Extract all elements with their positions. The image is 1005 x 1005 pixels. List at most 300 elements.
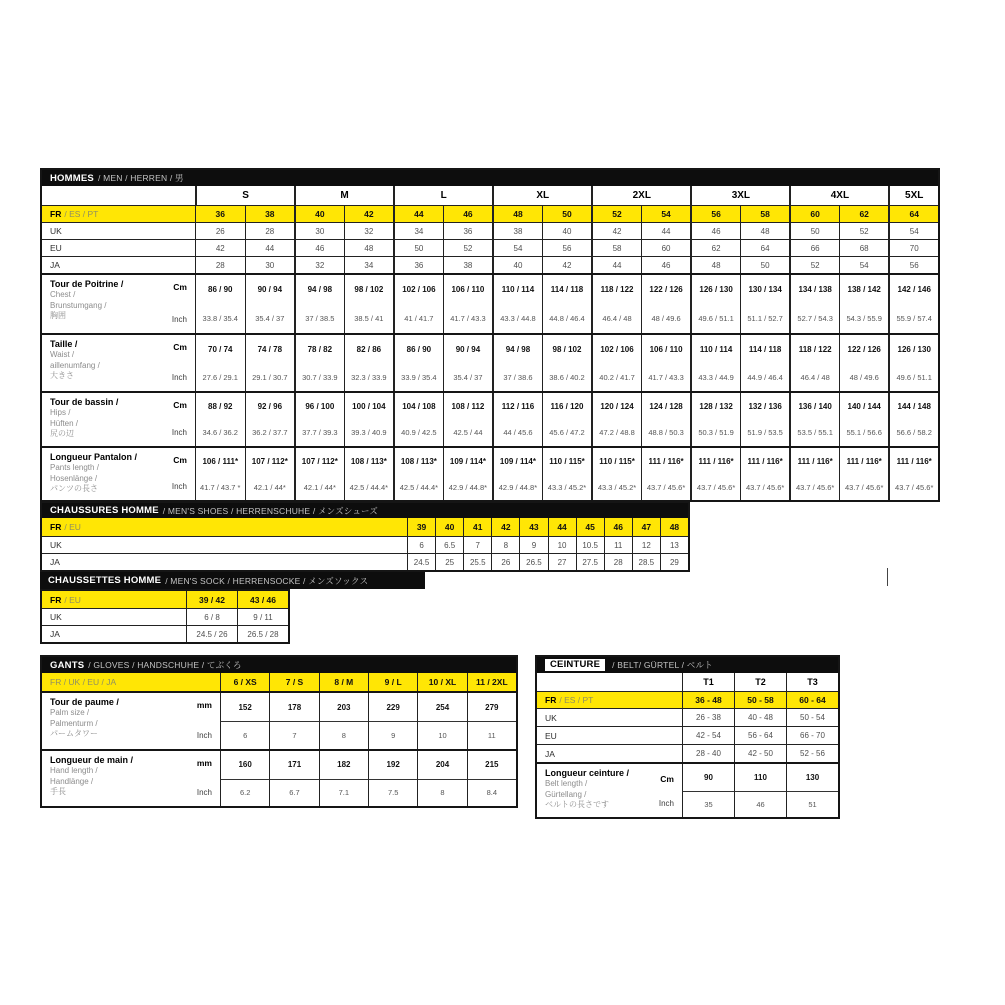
glove-block-palm xyxy=(42,691,516,749)
uk-size-value: 40 xyxy=(542,223,592,239)
shoe-size-ja: 25 xyxy=(435,554,463,570)
row-label-ja: JA xyxy=(50,260,60,270)
belt-row-fr xyxy=(537,691,838,708)
sock-size-fr: 43 / 46 xyxy=(237,591,288,608)
pants-cm-value: 106 / 111* xyxy=(195,448,245,474)
uk-size-value: 38 xyxy=(492,223,542,239)
sock-size-ja: 26.5 / 28 xyxy=(237,626,288,642)
shoe-size-fr: 44 xyxy=(548,518,576,536)
palm-mm-value: 152 xyxy=(220,693,269,721)
row-label-uk: UK xyxy=(50,226,62,236)
palm-label-en: Palm size / xyxy=(50,708,90,718)
belt-cm-value: 90 xyxy=(682,764,734,791)
shoes-ja-cells xyxy=(407,554,688,570)
ja-size-value: 42 xyxy=(542,257,592,273)
shoe-size-ja: 27.5 xyxy=(576,554,604,570)
hand-mm-cells xyxy=(220,751,516,779)
hips-inch-value: 39.3 / 40.9 xyxy=(344,420,394,447)
waist-cm-value: 94 / 98 xyxy=(492,335,542,363)
pants-inch-value: 43.7 / 45.6* xyxy=(690,474,740,500)
eu-size-value: 68 xyxy=(839,240,889,256)
hips-cm-value: 136 / 140 xyxy=(789,393,839,420)
unit-mm: mm xyxy=(196,758,212,768)
unit-cm: Cm xyxy=(173,400,187,410)
chest-inch-cells xyxy=(195,304,938,333)
shoe-size-ja: 28.5 xyxy=(632,554,660,570)
fr-size-value: 40 xyxy=(294,206,344,222)
shoe-size-fr: 42 xyxy=(491,518,519,536)
uk-size-value: 28 xyxy=(245,223,295,239)
size-group-label: 3XL xyxy=(690,186,789,205)
pants-inch-value: 43.7 / 45.6* xyxy=(740,474,790,500)
section-header-shoes xyxy=(42,503,688,518)
eu-size-value: 50 xyxy=(393,240,443,256)
hips-cm-value: 108 / 112 xyxy=(443,393,493,420)
section-subtitle-shoes: / MEN'S SHOES / HERRENSCHUHE / メンズシューズ xyxy=(162,505,378,516)
unit-cm: Cm xyxy=(173,342,187,352)
eu-size-value: 48 xyxy=(344,240,394,256)
shoe-size-uk: 10 xyxy=(548,537,576,553)
belt-size-fr: 50 - 58 xyxy=(734,692,786,708)
pants-inch-value: 43.7 / 45.6* xyxy=(789,474,839,500)
chest-inch-value: 55.9 / 57.4 xyxy=(888,304,938,333)
hips-inch-value: 53.5 / 55.1 xyxy=(789,420,839,447)
chest-label-de: Brunstumgang / xyxy=(50,300,107,310)
label-eu: / EU xyxy=(64,594,81,605)
unit-inch: Inch xyxy=(658,799,674,808)
size-group-label: 2XL xyxy=(591,186,690,205)
hips-inch-value: 45.6 / 47.2 xyxy=(542,420,592,447)
waist-inch-value: 43.3 / 44.9 xyxy=(690,363,740,391)
ja-size-value: 34 xyxy=(344,257,394,273)
shoes-label-uk: UK xyxy=(50,540,62,550)
ja-size-value: 28 xyxy=(195,257,245,273)
fr-size-value: 62 xyxy=(839,206,889,222)
palm-inch-cells xyxy=(220,721,516,749)
row-eu xyxy=(42,239,938,256)
waist-cm-value: 86 / 90 xyxy=(393,335,443,363)
belt-size-uk: 50 - 54 xyxy=(786,709,838,726)
palm-inch-value: 7 xyxy=(269,721,318,749)
belt-length-label xyxy=(537,764,682,817)
fr-size-value: 58 xyxy=(740,206,790,222)
pants-cm-value: 107 / 112* xyxy=(245,448,295,474)
hips-cm-value: 128 / 132 xyxy=(690,393,740,420)
pants-cm-value: 108 / 113* xyxy=(393,448,443,474)
waist-inch-cells xyxy=(195,363,938,391)
belt-inch-value: 35 xyxy=(682,791,734,818)
hand-inch-value: 6.7 xyxy=(269,779,318,807)
shoe-size-ja: 25.5 xyxy=(463,554,491,570)
hips-cm-value: 120 / 124 xyxy=(591,393,641,420)
chest-cm-value: 106 / 110 xyxy=(443,275,493,304)
gloves-size-row xyxy=(42,673,516,691)
hips-inch-value: 56.6 / 58.2 xyxy=(888,420,938,447)
shoes-row-ja xyxy=(42,553,688,570)
chest-cm-value: 126 / 130 xyxy=(690,275,740,304)
hips-label-fr: Tour de bassin / xyxy=(50,397,119,407)
shoe-size-uk: 12 xyxy=(632,537,660,553)
waist-cm-cells xyxy=(195,335,938,363)
measurement-block-waist xyxy=(42,333,938,391)
size-group-label: 4XL xyxy=(789,186,888,205)
eu-size-value: 42 xyxy=(195,240,245,256)
waist-inch-value: 29.1 / 30.7 xyxy=(245,363,295,391)
belt-table xyxy=(535,655,840,819)
pants-cm-value: 111 / 116* xyxy=(641,448,691,474)
pants-cm-value: 111 / 116* xyxy=(789,448,839,474)
socks-ja-cells xyxy=(186,626,288,642)
hips-cm-value: 140 / 144 xyxy=(839,393,889,420)
measurement-block-hips xyxy=(42,391,938,446)
uk-size-value: 34 xyxy=(393,223,443,239)
pants-inch-value: 41.7 / 43.7 * xyxy=(195,474,245,500)
chest-inch-value: 41 / 41.7 xyxy=(393,304,443,333)
chest-cm-value: 94 / 98 xyxy=(294,275,344,304)
pants-cm-value: 109 / 114* xyxy=(443,448,493,474)
belt-ja-cells xyxy=(682,745,838,762)
shoes-fr-cells xyxy=(407,518,688,536)
palm-mm-value: 279 xyxy=(467,693,516,721)
waist-inch-value: 37 / 38.6 xyxy=(492,363,542,391)
label-eu: / EU xyxy=(64,522,81,532)
section-subtitle-socks: / MEN'S SOCK / HERRENSOCKE / メンズソックス xyxy=(165,575,369,586)
shoes-label-fr-eu xyxy=(42,518,407,536)
shoes-label-ja: JA xyxy=(50,557,60,567)
socks-fr-cells xyxy=(186,591,288,608)
belt-length-en: Belt length / xyxy=(545,779,588,789)
chest-cm-value: 134 / 138 xyxy=(789,275,839,304)
belt-col-label: T2 xyxy=(734,673,786,691)
chest-inch-value: 41.7 / 43.3 xyxy=(443,304,493,333)
hand-inch-value: 7.5 xyxy=(368,779,417,807)
uk-size-value: 44 xyxy=(641,223,691,239)
hips-cm-value: 116 / 120 xyxy=(542,393,592,420)
unit-cm: Cm xyxy=(660,774,674,784)
socks-label-ja: JA xyxy=(50,629,60,639)
chest-cm-value: 102 / 106 xyxy=(393,275,443,304)
hand-label-en: Hand length / xyxy=(50,766,98,776)
chest-inch-value: 52.7 / 54.3 xyxy=(789,304,839,333)
hand-inch-value: 7.1 xyxy=(319,779,368,807)
uk-size-value: 30 xyxy=(294,223,344,239)
size-group-label: 5XL xyxy=(888,186,938,205)
eu-size-value: 46 xyxy=(294,240,344,256)
hips-inch-value: 37.7 / 39.3 xyxy=(294,420,344,447)
socks-label-fr-eu xyxy=(42,591,186,608)
uk-size-cells xyxy=(195,223,938,239)
shoe-size-ja: 26 xyxy=(491,554,519,570)
hips-cm-value: 96 / 100 xyxy=(294,393,344,420)
belt-label-ja: JA xyxy=(545,748,555,759)
fr-size-value: 50 xyxy=(542,206,592,222)
chest-cm-value: 114 / 118 xyxy=(542,275,592,304)
eu-size-value: 66 xyxy=(789,240,839,256)
belt-empty-corner xyxy=(537,673,682,691)
belt-row-eu xyxy=(537,726,838,744)
fr-size-value: 56 xyxy=(690,206,740,222)
gloves-header-label xyxy=(42,673,220,691)
fr-size-value: 46 xyxy=(443,206,493,222)
label-es-pt: / ES / PT xyxy=(559,695,594,705)
size-group-row xyxy=(42,186,938,205)
chest-cm-value: 90 / 94 xyxy=(245,275,295,304)
pants-cm-value: 107 / 112* xyxy=(294,448,344,474)
hips-inch-value: 44 / 45.6 xyxy=(492,420,542,447)
waist-cm-value: 74 / 78 xyxy=(245,335,295,363)
size-group-label: XL xyxy=(492,186,591,205)
waist-cm-value: 102 / 106 xyxy=(591,335,641,363)
belt-label-eu: EU xyxy=(545,730,557,741)
hips-inch-value: 51.9 / 53.5 xyxy=(740,420,790,447)
hand-label-de: Handlänge / xyxy=(50,776,94,786)
section-title-shoes: CHAUSSURES HOMME xyxy=(50,505,159,516)
palm-inch-value: 11 xyxy=(467,721,516,749)
belt-cm-value: 110 xyxy=(734,764,786,791)
palm-inch-value: 9 xyxy=(368,721,417,749)
chest-inch-value: 43.3 / 44.8 xyxy=(492,304,542,333)
waist-label xyxy=(42,335,195,391)
chest-cm-cells xyxy=(195,275,938,304)
waist-inch-value: 41.7 / 43.3 xyxy=(641,363,691,391)
chest-label-ja: 胸囲 xyxy=(50,311,66,321)
eu-size-value: 70 xyxy=(888,240,938,256)
measurement-block-pants xyxy=(42,446,938,500)
section-header-socks xyxy=(40,572,425,589)
gloves-size-cells xyxy=(220,673,516,691)
waist-cm-value: 106 / 110 xyxy=(641,335,691,363)
fr-size-value: 48 xyxy=(492,206,542,222)
belt-col-label: T3 xyxy=(786,673,838,691)
chest-label xyxy=(42,275,195,333)
hips-label-de: Hüften / xyxy=(50,418,79,428)
glove-size: 11 / 2XL xyxy=(467,673,516,691)
chest-inch-value: 49.6 / 51.1 xyxy=(690,304,740,333)
waist-cm-value: 98 / 102 xyxy=(542,335,592,363)
hips-cm-value: 132 / 136 xyxy=(740,393,790,420)
waist-label-de: aillenumfang / xyxy=(50,360,100,370)
label-fr: FR xyxy=(50,209,62,219)
belt-size-eu: 42 - 54 xyxy=(682,727,734,744)
label-fr-uk-eu-ja: FR / UK / EU / JA xyxy=(50,677,117,687)
uk-size-value: 32 xyxy=(344,223,394,239)
belt-size-fr: 36 - 48 xyxy=(682,692,734,708)
section-title-belt: CEINTURE xyxy=(545,659,605,671)
belt-inch-value: 51 xyxy=(786,791,838,818)
belt-inch-cells xyxy=(682,791,838,818)
belt-size-ja: 52 - 56 xyxy=(786,745,838,762)
shoe-size-uk: 6 xyxy=(407,537,435,553)
chest-inch-value: 48 / 49.6 xyxy=(641,304,691,333)
hand-mm-value: 182 xyxy=(319,751,368,779)
belt-size-fr: 60 - 64 xyxy=(786,692,838,708)
label-es-pt: / ES / PT xyxy=(64,209,99,219)
glove-block-hand xyxy=(42,749,516,806)
unit-inch: Inch xyxy=(171,373,187,382)
pants-inch-value: 42.1 / 44* xyxy=(245,474,295,500)
pants-inch-value: 42.5 / 44.4* xyxy=(393,474,443,500)
shoe-size-fr: 46 xyxy=(604,518,632,536)
belt-label-fr xyxy=(537,692,682,708)
pants-inch-value: 42.5 / 44.4* xyxy=(344,474,394,500)
uk-size-value: 52 xyxy=(839,223,889,239)
section-subtitle-hommes: / MEN / HERREN / 男 xyxy=(97,173,184,183)
chest-inch-value: 35.4 / 37 xyxy=(245,304,295,333)
chest-cm-value: 86 / 90 xyxy=(195,275,245,304)
shoe-size-uk: 10.5 xyxy=(576,537,604,553)
waist-cm-value: 110 / 114 xyxy=(690,335,740,363)
belt-length-ja: ベルトの長さです xyxy=(545,800,609,810)
hand-label-ja: 手長 xyxy=(50,787,66,797)
label-fr: FR xyxy=(545,695,557,705)
shoe-size-uk: 6.5 xyxy=(435,537,463,553)
chest-inch-value: 51.1 / 52.7 xyxy=(740,304,790,333)
hips-inch-value: 48.8 / 50.3 xyxy=(641,420,691,447)
shoe-size-uk: 13 xyxy=(660,537,688,553)
ja-size-value: 44 xyxy=(591,257,641,273)
measurement-block-chest xyxy=(42,273,938,333)
shoe-size-ja: 27 xyxy=(548,554,576,570)
hips-cm-value: 104 / 108 xyxy=(393,393,443,420)
belt-tsize-cells xyxy=(682,673,838,691)
unit-inch: Inch xyxy=(171,428,187,437)
hand-mm-value: 215 xyxy=(467,751,516,779)
pants-cm-value: 111 / 116* xyxy=(740,448,790,474)
socks-label-uk: UK xyxy=(50,612,62,622)
glove-size: 10 / XL xyxy=(417,673,466,691)
waist-inch-value: 27.6 / 29.1 xyxy=(195,363,245,391)
ja-size-value: 52 xyxy=(789,257,839,273)
hand-mm-value: 204 xyxy=(417,751,466,779)
chest-cm-value: 118 / 122 xyxy=(591,275,641,304)
unit-inch: Inch xyxy=(171,315,187,324)
pants-inch-value: 42.9 / 44.8* xyxy=(492,474,542,500)
belt-cm-value: 130 xyxy=(786,764,838,791)
belt-size-uk: 40 - 48 xyxy=(734,709,786,726)
hips-label-en: Hips / xyxy=(50,408,71,418)
fr-size-value: 38 xyxy=(245,206,295,222)
belt-cm-cells xyxy=(682,764,838,791)
hips-cm-value: 144 / 148 xyxy=(888,393,938,420)
hips-inch-value: 42.5 / 44 xyxy=(443,420,493,447)
pants-inch-value: 43.3 / 45.2* xyxy=(591,474,641,500)
shoe-size-fr: 41 xyxy=(463,518,491,536)
shoe-size-fr: 40 xyxy=(435,518,463,536)
waist-cm-value: 78 / 82 xyxy=(294,335,344,363)
belt-col-label: T1 xyxy=(682,673,734,691)
waist-inch-value: 48 / 49.6 xyxy=(839,363,889,391)
stray-mark xyxy=(887,568,888,586)
unit-inch: Inch xyxy=(171,482,187,491)
chest-inch-value: 44.8 / 46.4 xyxy=(542,304,592,333)
belt-length-de: Gürtellang / xyxy=(545,789,587,799)
palm-label-fr: Tour de paume / xyxy=(50,697,119,707)
palm-label-ja: パームタワー xyxy=(50,729,98,739)
chest-inch-value: 37 / 38.5 xyxy=(294,304,344,333)
ja-size-value: 30 xyxy=(245,257,295,273)
fr-size-cells xyxy=(195,206,938,222)
pants-label-fr: Longueur Pantalon / xyxy=(50,452,137,462)
pants-inch-value: 43.7 / 45.6* xyxy=(641,474,691,500)
unit-cm: Cm xyxy=(173,282,187,292)
shoe-size-fr: 47 xyxy=(632,518,660,536)
hips-cm-value: 88 / 92 xyxy=(195,393,245,420)
chest-label-en: Chest / xyxy=(50,290,76,300)
shoe-size-uk: 9 xyxy=(519,537,547,553)
shoe-size-fr: 39 xyxy=(407,518,435,536)
fr-size-value: 54 xyxy=(641,206,691,222)
waist-inch-value: 30.7 / 33.9 xyxy=(294,363,344,391)
belt-row-uk xyxy=(537,708,838,726)
waist-cm-value: 118 / 122 xyxy=(789,335,839,363)
fr-size-value: 42 xyxy=(344,206,394,222)
glove-size: 8 / M xyxy=(319,673,368,691)
belt-length-block xyxy=(537,762,838,817)
hand-mm-value: 171 xyxy=(269,751,318,779)
hand-inch-value: 8 xyxy=(417,779,466,807)
ja-size-value: 40 xyxy=(492,257,542,273)
shoe-size-uk: 7 xyxy=(463,537,491,553)
row-label-eu: EU xyxy=(50,243,62,253)
waist-cm-value: 122 / 126 xyxy=(839,335,889,363)
hand-inch-cells xyxy=(220,779,516,807)
chest-cm-value: 142 / 146 xyxy=(888,275,938,304)
sock-size-uk: 6 / 8 xyxy=(186,609,237,625)
palm-inch-value: 8 xyxy=(319,721,368,749)
belt-length-fr: Longueur ceinture / xyxy=(545,768,630,778)
pants-cm-value: 110 / 115* xyxy=(542,448,592,474)
ja-size-cells xyxy=(195,257,938,273)
palm-label xyxy=(42,693,220,749)
uk-size-value: 54 xyxy=(888,223,938,239)
hips-cm-cells xyxy=(195,393,938,420)
hips-inch-cells xyxy=(195,420,938,447)
pants-label-ja: パンツの長さ xyxy=(50,484,98,494)
shoes-uk-cells xyxy=(407,537,688,553)
hips-label xyxy=(42,393,195,446)
eu-size-value: 64 xyxy=(740,240,790,256)
waist-inch-value: 44.9 / 46.4 xyxy=(740,363,790,391)
empty-corner-cell xyxy=(42,186,195,205)
sock-size-ja: 24.5 / 26 xyxy=(186,626,237,642)
mens-socks-table xyxy=(40,589,290,644)
eu-size-value: 56 xyxy=(542,240,592,256)
unit-inch: Inch xyxy=(196,731,212,740)
ja-size-value: 32 xyxy=(294,257,344,273)
unit-mm: mm xyxy=(196,700,212,710)
pants-label-en: Pants length / xyxy=(50,463,99,473)
belt-row-ja xyxy=(537,744,838,762)
ja-size-value: 54 xyxy=(839,257,889,273)
socks-row-fr-eu xyxy=(42,591,288,608)
fr-size-value: 36 xyxy=(195,206,245,222)
eu-size-value: 54 xyxy=(492,240,542,256)
belt-inch-value: 46 xyxy=(734,791,786,818)
pants-cm-value: 108 / 113* xyxy=(344,448,394,474)
mens-size-table xyxy=(40,168,940,502)
waist-inch-value: 40.2 / 41.7 xyxy=(591,363,641,391)
glove-size: 9 / L xyxy=(368,673,417,691)
socks-row-uk xyxy=(42,608,288,625)
waist-inch-value: 49.6 / 51.1 xyxy=(888,363,938,391)
shoe-size-fr: 48 xyxy=(660,518,688,536)
glove-size: 6 / XS xyxy=(220,673,269,691)
section-subtitle-gloves: / GLOVES / HANDSCHUHE / てぶくろ xyxy=(88,660,242,670)
chest-cm-value: 138 / 142 xyxy=(839,275,889,304)
palm-mm-cells xyxy=(220,693,516,721)
pants-inch-cells xyxy=(195,474,938,500)
section-title-socks: CHAUSSETTES HOMME xyxy=(48,575,162,586)
